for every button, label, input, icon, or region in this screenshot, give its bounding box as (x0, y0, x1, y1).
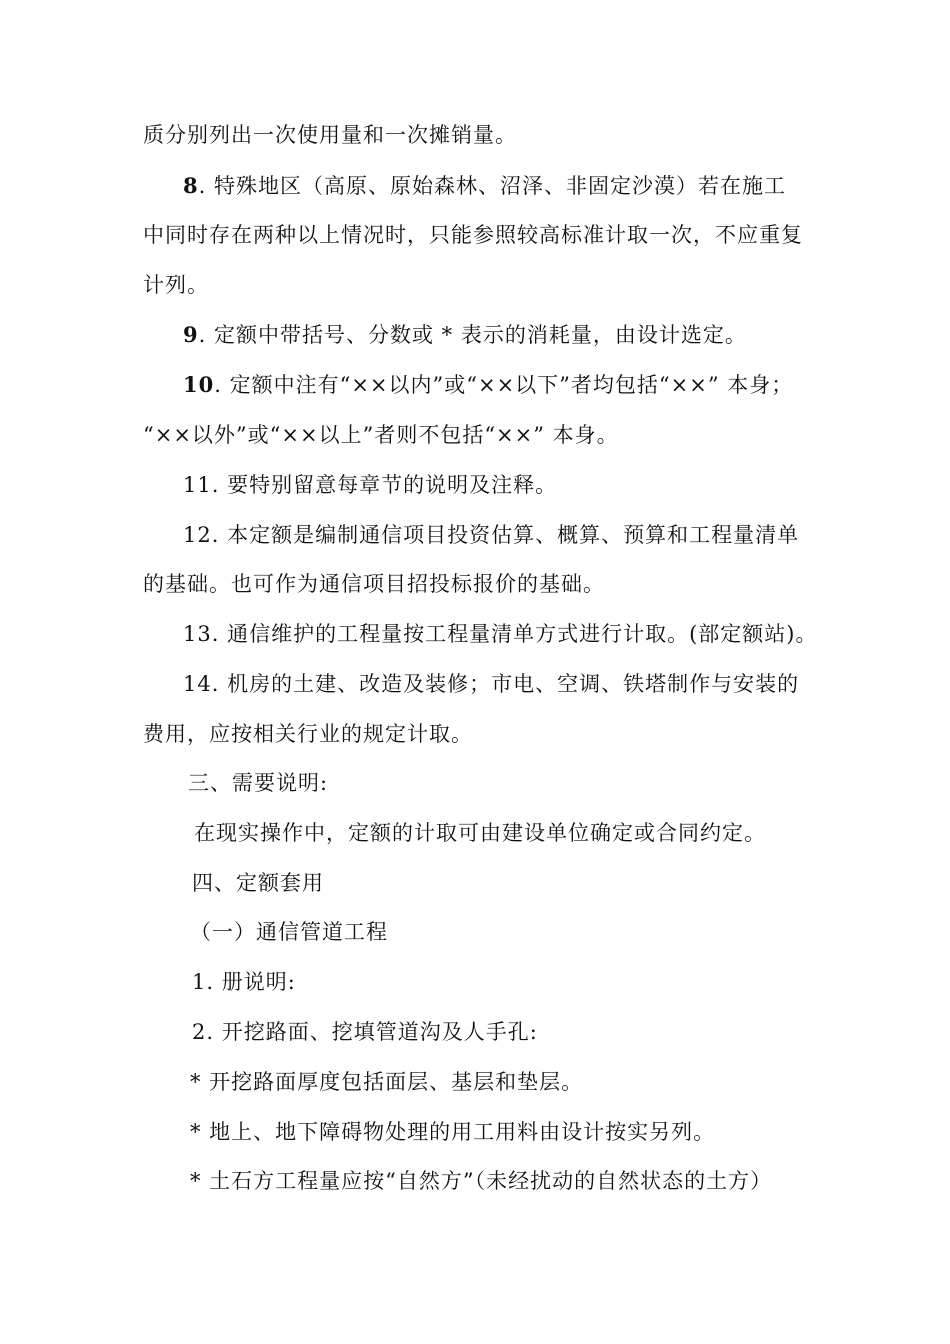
line-text: 14. 机房的土建、改造及装修；市电、空调、铁塔制作与安装的 (183, 672, 800, 696)
text-line (194, 818, 950, 848)
line-text: 中同时存在两种以上情况时，只能参照较高标准计取一次，不应重复 (143, 223, 803, 247)
numbered-item-8 (183, 171, 950, 201)
line-text: 计列。 (143, 273, 209, 297)
numbered-item-12 (183, 520, 950, 550)
line-text: 12. 本定额是编制通信项目投资估算、概算、预算和工程量清单 (183, 523, 800, 547)
line-text: 2. 开挖路面、挖填管道沟及人手孔: (192, 1020, 538, 1044)
list-item (192, 1017, 950, 1047)
numbered-item-10 (183, 370, 950, 400)
subsection-heading (190, 917, 950, 947)
line-text: . 特殊地区（高原、原始森林、沼泽、非固定沙漠）若在施工 (198, 174, 786, 198)
text-line (143, 719, 950, 749)
item-number: 10 (183, 372, 215, 397)
line-text: 13. 通信维护的工程量按工程量清单方式进行计取。(部定额站)。 (183, 622, 818, 646)
line-text: 在现实操作中，定额的计取可由建设单位确定或合同约定。 (194, 821, 766, 845)
text-line (143, 220, 950, 250)
list-item (192, 967, 950, 997)
line-text: 11. 要特别留意每章节的说明及注释。 (183, 473, 558, 497)
line-text: （一）通信管道工程 (190, 920, 388, 944)
text-line (143, 120, 950, 150)
numbered-item-9 (183, 320, 950, 350)
text-line (143, 420, 950, 450)
line-text: * 土石方工程量应按“自然方”（未经扰动的自然状态的土方） (190, 1169, 773, 1193)
text-line (143, 569, 950, 599)
bullet-item (190, 1166, 950, 1196)
text-line (143, 270, 950, 300)
bullet-item (190, 1117, 950, 1147)
line-text: . 定额中注有“××以内”或“××以下”者均包括“××” 本身； (214, 373, 794, 397)
line-text: “××以外”或“××以上”者则不包括“××” 本身。 (143, 423, 619, 447)
line-text: * 开挖路面厚度包括面层、基层和垫层。 (190, 1070, 584, 1094)
line-text: . 定额中带括号、分数或 * 表示的消耗量，由设计选定。 (198, 323, 747, 347)
section-heading-4 (192, 868, 950, 898)
bullet-item (190, 1067, 950, 1097)
item-number: 9 (183, 322, 199, 347)
line-text: 四、定额套用 (192, 871, 324, 895)
numbered-item-14 (183, 669, 950, 699)
line-text: * 地上、地下障碍物处理的用工用料由设计按实另列。 (190, 1120, 716, 1144)
line-text: 的基础。也可作为通信项目招投标报价的基础。 (143, 572, 605, 596)
line-text: 费用，应按相关行业的规定计取。 (143, 722, 473, 746)
section-heading-3 (188, 768, 950, 798)
item-number: 8 (183, 173, 199, 198)
numbered-item-11 (183, 470, 950, 500)
numbered-item-13 (183, 619, 950, 649)
line-text: 三、需要说明: (188, 771, 329, 795)
line-text: 1. 册说明: (192, 970, 296, 994)
line-text: 质分别列出一次使用量和一次摊销量。 (143, 123, 517, 147)
